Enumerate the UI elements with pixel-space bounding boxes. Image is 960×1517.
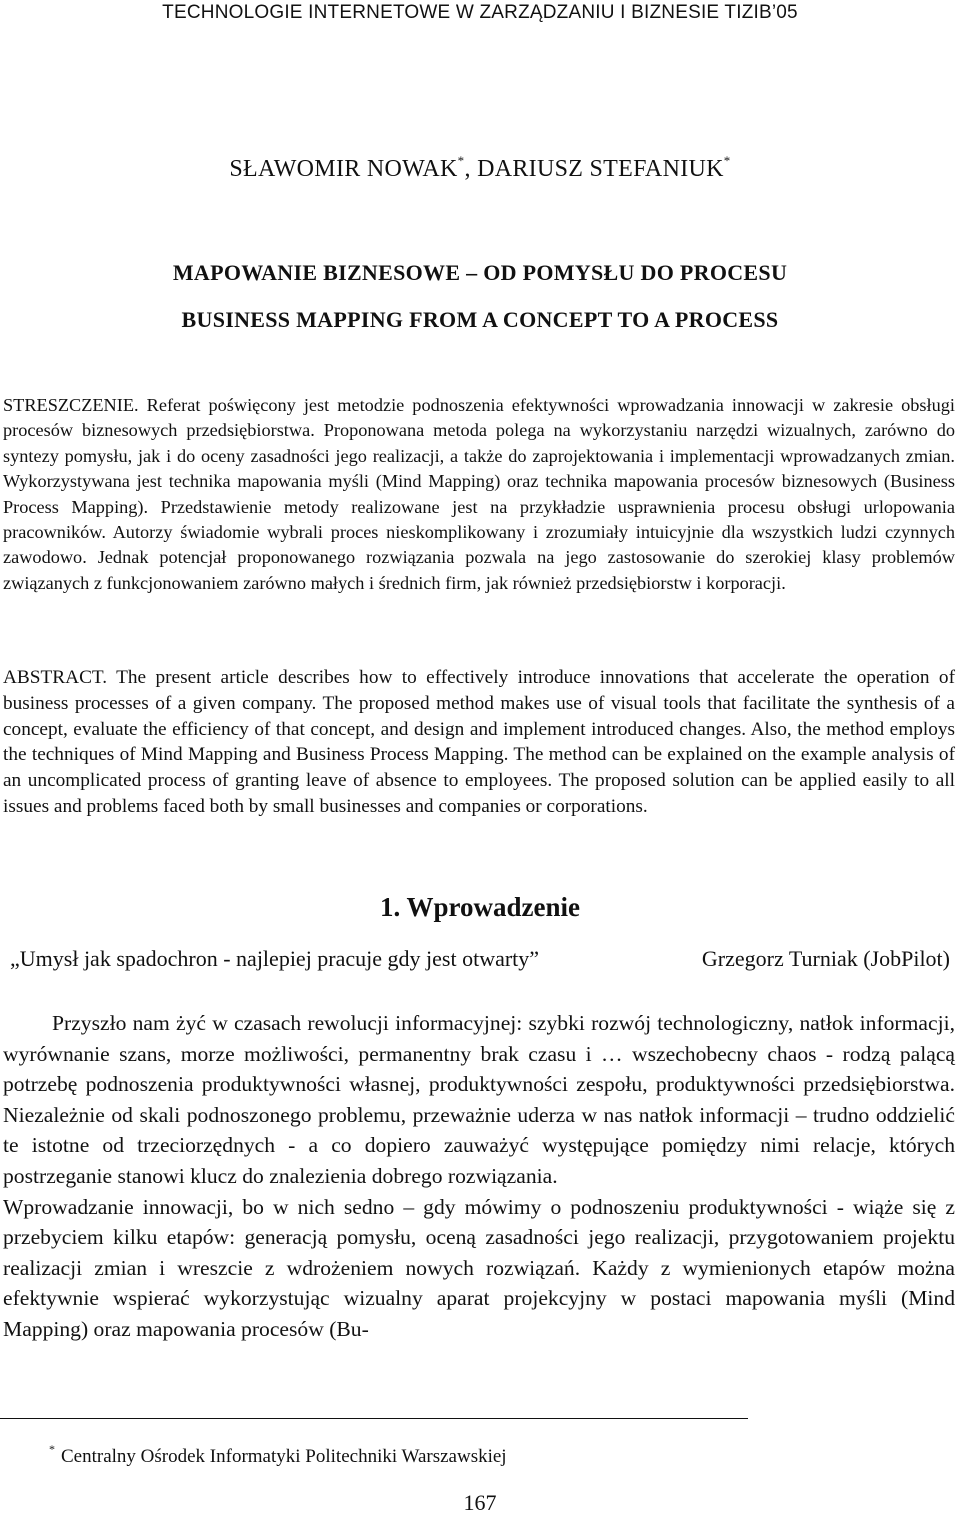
author-separator: ,	[464, 156, 478, 182]
body-paragraph: Wprowadzanie innowacji, bo w nich sedno – gdy mówimy o podnoszeniu produktywności - wiąże się z przebyciem kilku etapów: generacją pomysłu, oceną zasadności jego realizacji, przygotowaniem projektu realizacji zmian i wreszcie z wdrożeniem nowych rozwiązań. Każdy z wymienionych etapów można efektywnie wspierać wykorzystując wizualny aparat projekcyjny w postaci mapowania myśli (Mind Mapping) oraz mapowania procesów (Bu-	[3, 1194, 955, 1341]
running-head: TECHNOLOGIE INTERNETOWE W ZARZĄDZANIU I BIZNESIE TIZIB’05	[162, 2, 798, 23]
abstract-label: STRESZCZENIE.	[3, 395, 139, 415]
abstract-label: ABSTRACT.	[3, 667, 108, 688]
epigraph	[10, 946, 950, 972]
epigraph-author: Grzegorz Turniak (JobPilot)	[701, 946, 950, 971]
footnote-divider	[0, 1418, 748, 1419]
abstract-text: The present article describes how to effectively introduce innovations that accelerate the operation of business processes of a given company. The proposed method makes use of visual tools that facilitate the synthesis of a concept, evaluate the efficiency of that concept, and design and implement introduced changes. Also, the method employs the techniques of Mind Mapping and Business Process Mapping. The method can be explained on the example analysis of an uncomplicated process of granting leave of absence to employees. The proposed solution can be applied easily to all issues and problems faced both by small businesses and companies or corporations.	[3, 667, 955, 817]
body-paragraph: Przyszło nam żyć w czasach rewolucji informacyjnej: szybki rozwój technologiczny, natłok informacji, wyrównanie szans, morze możliwości, permanentny brak czasu i … wszechobecny chaos - rodzą palącą potrzebę podnoszenia produktywności własnej, produktywności zespołu, produktywności przedsiębiorstwa. Niezależnie od skali podnoszonego problemu, przeważnie uderza w nas natłok informacji – trudno oddzielić te istotne od trzeciorzędnych - a co dopiero zauważyć występujące pomiędzy nimi relacje, których postrzeganie stanowi klucz do znalezienia dobrego rozwiązania.	[3, 1011, 955, 1188]
body-text	[3, 1008, 955, 1345]
footnote-mark: *	[457, 153, 465, 168]
section-heading: 1. Wprowadzenie	[379, 892, 580, 922]
footnote-text: Centralny Ośrodek Informatyki Politechniki Warszawskiej	[61, 1446, 507, 1467]
epigraph-quote: „Umysł jak spadochron - najlepiej pracuje gdy jest otwarty”	[10, 946, 540, 971]
author-name: DARIUSZ STEFANIUK	[477, 156, 724, 182]
paper-title-english: BUSINESS MAPPING FROM A CONCEPT TO A PROCESS	[181, 307, 779, 332]
footnote	[49, 1442, 507, 1468]
footnote-mark: *	[49, 1442, 55, 1456]
page-number: 167	[463, 1490, 497, 1515]
abstract-text: Referat poświęcony jest metodzie podnoszenia efektywności wprowadzania innowacji w zakresie obsługi procesów biznesowych przedsiębiorstwa. Proponowana metoda polega na wykorzystaniu narzędzi wizualnych, zarówno do syntezy pomysłu, jak i do oceny zasadności jego realizacji, a także do zaprojektowania i implementacji wprowadzanych zmian. Wykorzystywana jest technika mapowania myśli (Mind Mapping) oraz technika mapowania procesów biznesowych (Business Process Mapping). Przedstawienie metody realizowane jest na przykładzie usprawnienia procesu obsługi urlopowania pracowników. Autorzy świadomie wybrali proces nieskomplikowany i zrozumiały intuicyjnie dla wszystkich ludzi czynnych zawodowo. Jednak potencjał proponowanego rozwiązania pozwala na jego zastosowanie do szerokiej klasy problemów związanych z funkcjonowaniem zarówno małych i średnich firm, jak również przedsiębiorstw i korporacji.	[3, 395, 955, 593]
footnote-mark: *	[723, 153, 731, 168]
abstract-english	[3, 665, 955, 820]
paper-title-polish: MAPOWANIE BIZNESOWE – OD POMYSŁU DO PROCESU	[172, 260, 788, 285]
abstract-polish	[3, 393, 955, 596]
authors-line	[0, 153, 960, 183]
author-name: SŁAWOMIR NOWAK	[229, 156, 458, 182]
